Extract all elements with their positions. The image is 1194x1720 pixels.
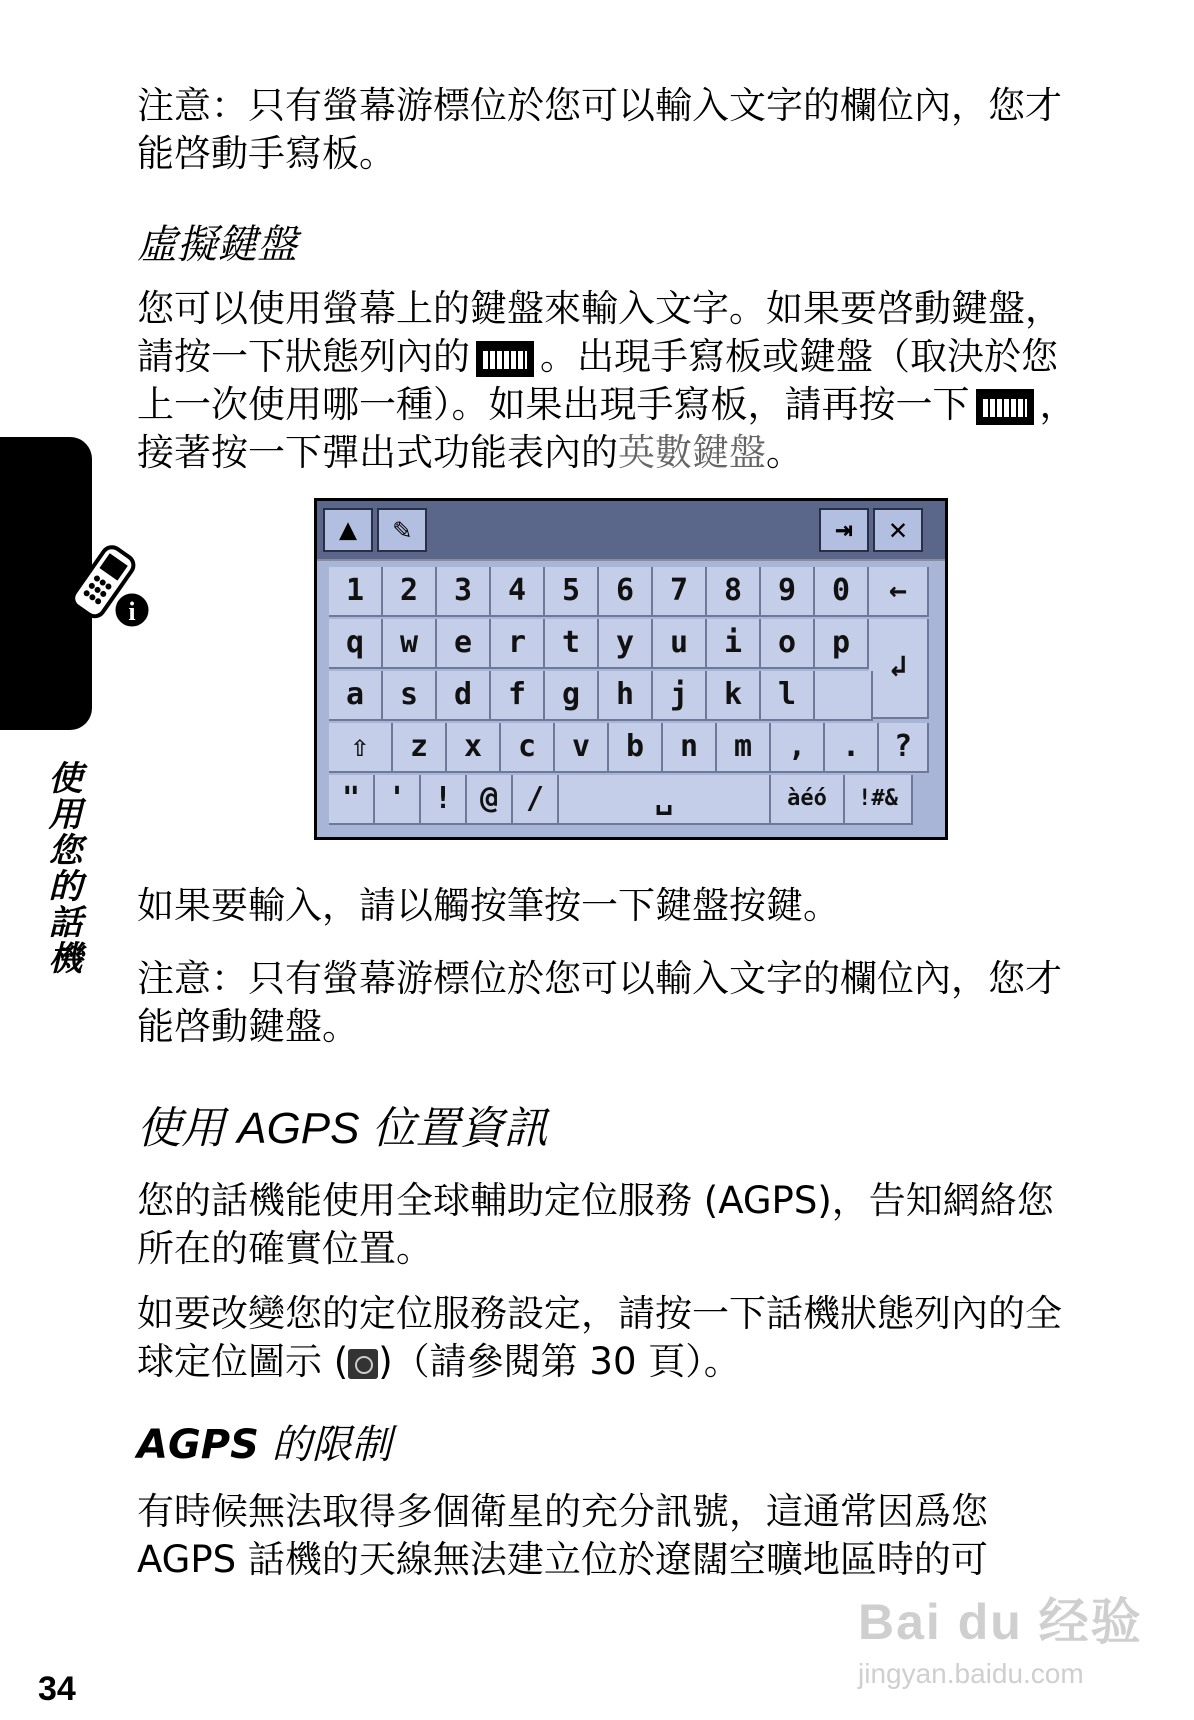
key-l[interactable]: l (761, 671, 815, 721)
key-1[interactable]: 1 (329, 567, 383, 617)
key-d[interactable]: d (437, 671, 491, 721)
tab-right-icon[interactable]: ⇥ (819, 508, 869, 552)
key-row-asdf (329, 671, 873, 723)
key-m[interactable]: m (717, 723, 771, 773)
agps-settings-paragraph (137, 1290, 1077, 1386)
para-text: 。出現手寫板或鍵盤（取決於您上一次使用哪一種）。如果出現手寫板，請再按一下 (137, 335, 1058, 426)
key-v[interactable]: v (555, 723, 609, 773)
key-g[interactable]: g (545, 671, 599, 721)
key-comma[interactable]: , (771, 723, 825, 773)
key-9[interactable]: 9 (761, 567, 815, 617)
key-z[interactable]: z (393, 723, 447, 773)
key-r[interactable]: r (491, 619, 545, 669)
key-5[interactable]: 5 (545, 567, 599, 617)
watermark-logo: Bai du 经验 (858, 1594, 1143, 1650)
key-question[interactable]: ? (879, 723, 929, 773)
section-heading-virtual-keyboard: 虛擬鍵盤 (137, 222, 297, 268)
key-exclamation[interactable]: ! (421, 775, 467, 825)
note-label: 注意： (137, 84, 248, 127)
key-period[interactable]: . (825, 723, 879, 773)
enter-key[interactable]: ↲ (869, 619, 929, 719)
para-text: 您可以使用螢幕上的鍵盤來輸入文字。如果要啓動鍵盤，請按一下狀態列內的 (137, 287, 1062, 378)
key-s[interactable]: s (383, 671, 437, 721)
tap-instruction: 如果要輸入，請以觸按筆按一下鍵盤按鍵。 (137, 884, 840, 927)
note-text: 只有螢幕游標位於您可以輸入文字的欄位內，您才能啓動鍵盤。 (137, 957, 1062, 1048)
key-row-zxcv (329, 723, 933, 775)
key-row-numbers (329, 567, 933, 619)
heading-latin: AGPS (137, 1422, 259, 1468)
key-row-symbols (329, 775, 933, 827)
key-p[interactable]: p (815, 619, 869, 669)
key-e[interactable]: e (437, 619, 491, 669)
svg-text:i: i (128, 597, 136, 626)
keyboard-icon (976, 389, 1034, 425)
note-keyboard (137, 955, 1077, 1051)
key-6[interactable]: 6 (599, 567, 653, 617)
key-w[interactable]: w (383, 619, 437, 669)
key-x[interactable]: x (447, 723, 501, 773)
scroll-up-icon[interactable]: ▲ (323, 508, 373, 552)
key-b[interactable]: b (609, 723, 663, 773)
note-handwriting (137, 82, 1077, 178)
key-at[interactable]: @ (467, 775, 513, 825)
key-c[interactable]: c (501, 723, 555, 773)
keyboard-keys-area (317, 561, 945, 837)
key-k[interactable]: k (707, 671, 761, 721)
key-row-qwerty (329, 619, 933, 684)
key-i[interactable]: i (707, 619, 761, 669)
menu-item-alphanumeric-keyboard: 英數鍵盤 (618, 431, 766, 474)
keyboard-icon (476, 341, 534, 377)
key-y[interactable]: y (599, 619, 653, 669)
backspace-key[interactable]: ← (869, 567, 929, 617)
gps-icon (348, 1349, 378, 1379)
watermark-url: jingyan.baidu.com (858, 1658, 1084, 1689)
key-8[interactable]: 8 (707, 567, 761, 617)
note-text: 只有螢幕游標位於您可以輸入文字的欄位內，您才能啓動手寫板。 (137, 84, 1062, 175)
key-slash[interactable]: / (513, 775, 559, 825)
key-t[interactable]: t (545, 619, 599, 669)
key-single-quote[interactable]: ' (375, 775, 421, 825)
settings-icon[interactable]: ✎ (377, 508, 427, 552)
virtual-keyboard-paragraph (137, 285, 1077, 477)
key-double-quote[interactable]: " (329, 775, 375, 825)
heading-cjk: 的限制 (271, 1422, 392, 1468)
key-2[interactable]: 2 (383, 567, 437, 617)
symbols-key[interactable]: !#& (845, 775, 913, 825)
para-text: 。 (766, 431, 803, 474)
accents-key[interactable]: àéó (771, 775, 845, 825)
phone-info-icon (56, 540, 156, 640)
shift-key[interactable]: ⇧ (329, 723, 393, 773)
close-icon[interactable]: ✕ (873, 508, 923, 552)
section-heading-agps-limits (137, 1413, 392, 1470)
key-h[interactable]: h (599, 671, 653, 721)
key-4[interactable]: 4 (491, 567, 545, 617)
space-key[interactable]: ␣ (559, 775, 771, 825)
key-j[interactable]: j (653, 671, 707, 721)
chapter-label: 使用您的話機 (42, 760, 82, 976)
note-label: 注意： (137, 957, 248, 1000)
key-u[interactable]: u (653, 619, 707, 669)
key-n[interactable]: n (663, 723, 717, 773)
agps-paragraph: 您的話機能使用全球輔助定位服務 (AGPS)，告知網絡您所在的確實位置。 (137, 1179, 1054, 1270)
key-3[interactable]: 3 (437, 567, 491, 617)
para-text: )（請參閱第 30 頁）。 (378, 1340, 741, 1383)
baidu-watermark (858, 1582, 1143, 1690)
key-7[interactable]: 7 (653, 567, 707, 617)
key-blank (815, 671, 873, 721)
keyboard-toolbar (317, 501, 945, 559)
para-text: ，接著按一下彈出式功能表內的 (137, 383, 1077, 474)
key-q[interactable]: q (329, 619, 383, 669)
page-number: 34 (38, 1670, 76, 1708)
virtual-keyboard-screenshot (314, 498, 948, 840)
key-a[interactable]: a (329, 671, 383, 721)
section-heading-agps: 使用 AGPS 位置資訊 (137, 1104, 548, 1153)
key-o[interactable]: o (761, 619, 815, 669)
key-f[interactable]: f (491, 671, 545, 721)
para-text: 如要改變您的定位服務設定，請按一下話機狀態列內的全球定位圖示 ( (137, 1292, 1062, 1383)
agps-limits-paragraph: 有時候無法取得多個衛星的充分訊號，這通常因爲您 AGPS 話機的天線無法建立位於遼闊空曠地區時的可 (137, 1490, 988, 1581)
key-0[interactable]: 0 (815, 567, 869, 617)
